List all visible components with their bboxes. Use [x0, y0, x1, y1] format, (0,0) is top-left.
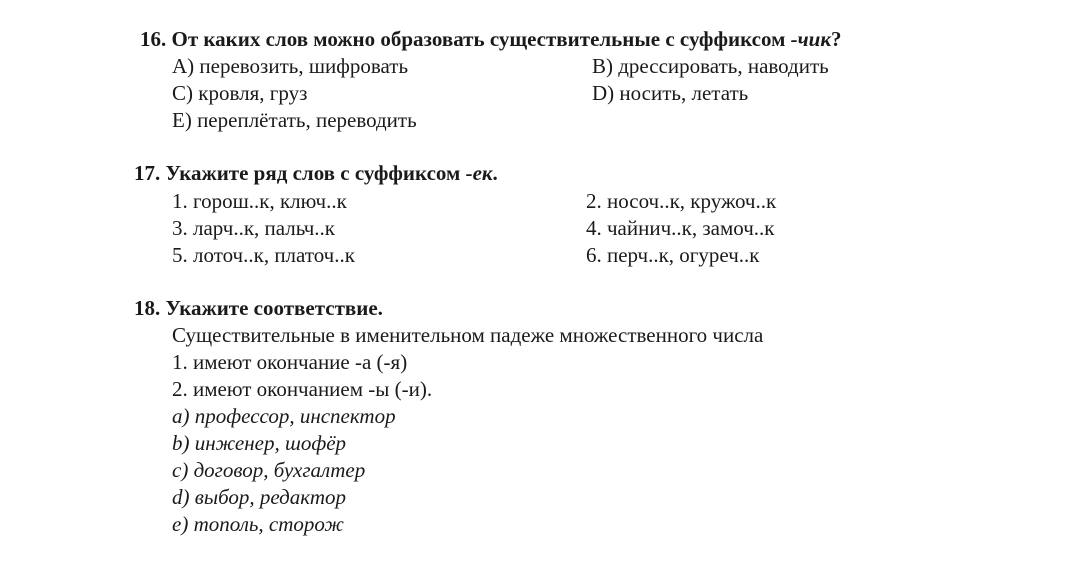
option-5: 5. лоточ..к, платоч..к [172, 243, 355, 267]
suffix-label: -ек [465, 161, 493, 185]
option-a: А) перевозить, шифровать [172, 54, 409, 78]
option-c: С) кровля, груз [172, 81, 308, 105]
option-1: 1. горош..к, ключ..к [172, 189, 347, 213]
option-6: 6. перч..к, огуреч..к [586, 243, 760, 267]
item-c: c) договор, бухгалтер [172, 458, 366, 482]
question-18-intro: Существительные в именительном падеже множественного числа [172, 323, 764, 347]
rule-1: 1. имеют окончание -а (-я) [172, 350, 408, 374]
item-a: a) профессор, инспектор [172, 404, 396, 428]
question-text: Укажите ряд слов с суффиксом [165, 161, 466, 185]
option-2: 2. носоч..к, кружоч..к [586, 189, 777, 213]
question-end: ? [831, 27, 842, 51]
option-4: 4. чайнич..к, замоч..к [586, 216, 775, 240]
question-18-title [134, 295, 383, 321]
question-number: 16. [140, 27, 167, 51]
question-number: 17. [134, 161, 161, 185]
option-3: 3. ларч..к, пальч..к [172, 216, 336, 240]
rule-2: 2. имеют окончанием -ы (-и). [172, 377, 433, 401]
item-d: d) выбор, редактор [172, 485, 346, 509]
question-17-title [134, 160, 498, 186]
question-16-title [140, 26, 842, 52]
option-b: В) дрессировать, наводить [592, 54, 829, 78]
option-e: Е) переплётать, переводить [172, 108, 417, 132]
option-d: D) носить, летать [592, 81, 749, 105]
item-e: e) тополь, сторож [172, 512, 344, 536]
question-end: . [492, 161, 498, 185]
suffix-label: -чик [790, 27, 831, 51]
question-number: 18. [134, 296, 161, 320]
question-text: От каких слов можно образовать существительные с суффиксом [171, 27, 791, 51]
item-b: b) инженер, шофёр [172, 431, 347, 455]
question-text: Укажите соответствие. [165, 296, 383, 320]
